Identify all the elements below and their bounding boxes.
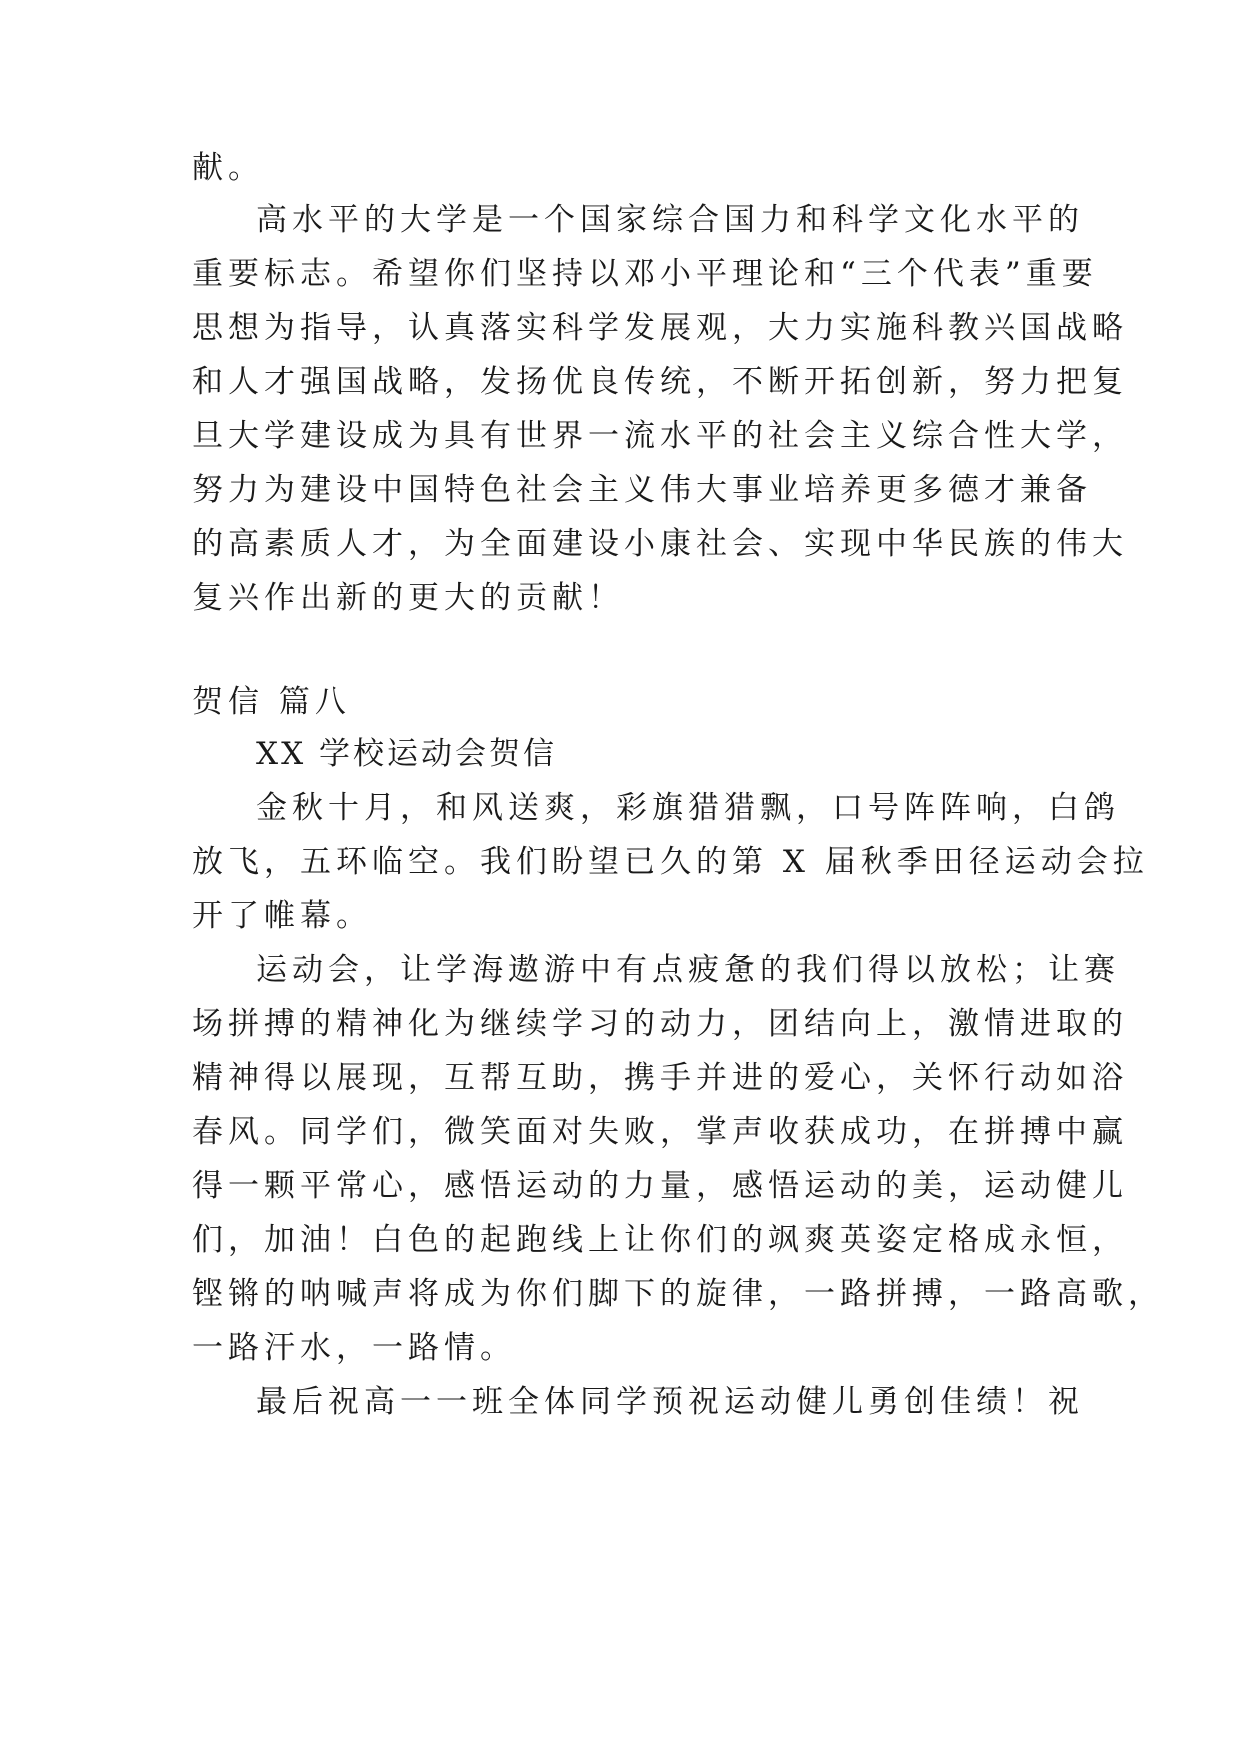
- text-line: 运动会，让学海遨游中有点疲惫的我们得以放松；让赛: [256, 952, 1120, 988]
- text-line: 复兴作出新的更大的贡献！: [192, 580, 624, 616]
- letter-title: XX 学校运动会贺信: [256, 736, 557, 772]
- text-line: 们，加油！白色的起跑线上让你们的飒爽英姿定格成永恒，: [192, 1222, 1128, 1258]
- text-line: 精神得以展现，互帮互助，携手并进的爱心，关怀行动如浴: [192, 1060, 1128, 1096]
- text-line: 重要标志。希望你们坚持以邓小平理论和“三个代表”重要: [192, 256, 1098, 292]
- text-line: 开了帷幕。: [192, 898, 372, 934]
- text-line: 努力为建设中国特色社会主义伟大事业培养更多德才兼备: [192, 472, 1092, 508]
- text-line: 的高素质人才，为全面建设小康社会、实现中华民族的伟大: [192, 526, 1128, 562]
- text-line: 场拼搏的精神化为继续学习的动力，团结向上，激情进取的: [192, 1006, 1128, 1042]
- text-line: 一路汗水，一路情。: [192, 1330, 516, 1366]
- text-line: 放飞，五环临空。我们盼望已久的第 X 届秋季田径运动会拉: [192, 844, 1149, 880]
- text-line: 最后祝高一一班全体同学预祝运动健儿勇创佳绩！祝: [256, 1384, 1084, 1420]
- text-line: 春风。同学们，微笑面对失败，掌声收获成功，在拼搏中赢: [192, 1114, 1128, 1150]
- text-line: 思想为指导，认真落实科学发展观，大力实施科教兴国战略: [192, 310, 1128, 346]
- text-line: 献。: [192, 150, 264, 186]
- text-line: 和人才强国战略，发扬优良传统，不断开拓创新，努力把复: [192, 364, 1128, 400]
- text-line: 金秋十月，和风送爽，彩旗猎猎飘，口号阵阵响，白鸽: [256, 790, 1120, 826]
- text-line: 铿锵的呐喊声将成为你们脚下的旋律，一路拼搏，一路高歌，: [192, 1276, 1164, 1312]
- section-heading: 贺信 篇八: [192, 684, 351, 720]
- text-line: 得一颗平常心，感悟运动的力量，感悟运动的美，运动健儿: [192, 1168, 1128, 1204]
- text-line: 高水平的大学是一个国家综合国力和科学文化水平的: [256, 202, 1084, 238]
- text-line: 旦大学建设成为具有世界一流水平的社会主义综合性大学，: [192, 418, 1128, 454]
